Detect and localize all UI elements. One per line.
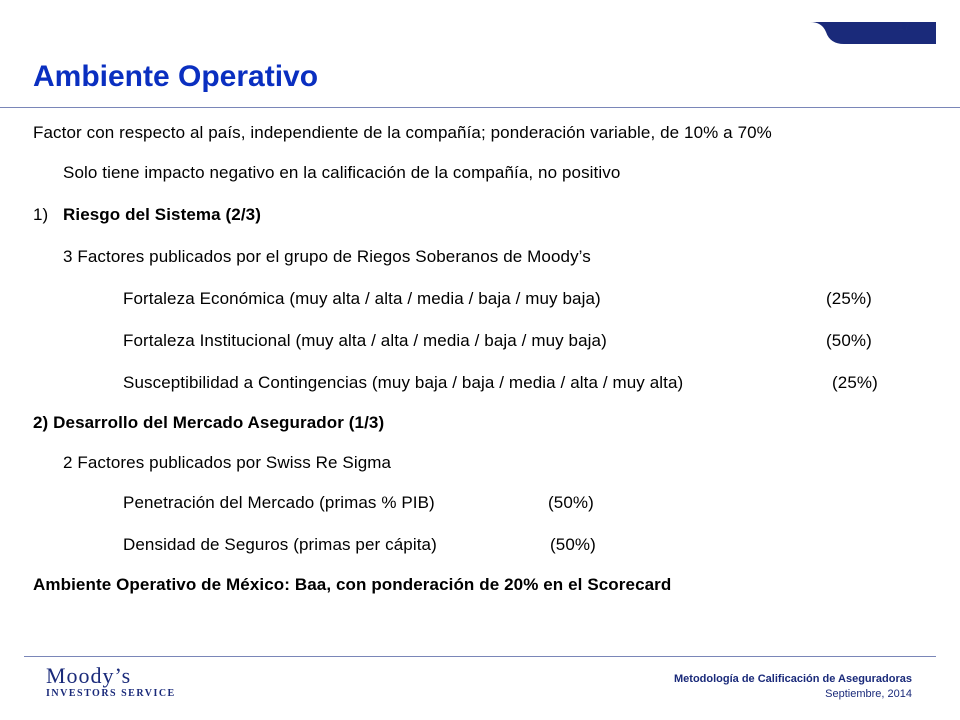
body-line-1: Factor con respecto al país, independiente de la compañía; ponderación variable, de 10% a 70% — [33, 123, 772, 142]
factor-weight-2: (50%) — [826, 331, 872, 350]
factor-weight-3: (25%) — [832, 373, 878, 392]
footer-date: Septiembre, 2014 — [825, 688, 912, 700]
factor-weight-1: (25%) — [826, 289, 872, 308]
factor-item-4: Penetración del Mercado (primas % PIB) — [123, 493, 435, 512]
factor-item-5: Densidad de Seguros (primas per cápita) — [123, 535, 437, 554]
factor-item-1: Fortaleza Económica (muy alta / alta / media / baja / muy baja) — [123, 289, 601, 308]
page-title: Ambiente Operativo — [33, 60, 319, 93]
logo-tagline: INVESTORS SERVICE — [46, 688, 176, 699]
page-number: 17 — [897, 21, 910, 33]
logo-wordmark: Moody’s — [46, 663, 132, 688]
body-line-2: Solo tiene impacto negativo en la calificación de la compañía, no positivo — [63, 163, 621, 182]
footer-info — [674, 672, 912, 702]
section-heading-1: Riesgo del Sistema (2/3) — [63, 205, 261, 224]
factor-item-2: Fortaleza Institucional (muy alta / alta / media / baja / muy baja) — [123, 331, 607, 350]
footer-divider — [24, 656, 936, 657]
section-heading-2: 2) Desarrollo del Mercado Asegurador (1/3) — [33, 413, 385, 432]
body-line-4: 3 Factores publicados por el grupo de Riegos Soberanos de Moody’s — [63, 247, 591, 266]
body-line-9: 2 Factores publicados por Swiss Re Sigma — [63, 453, 392, 472]
header-bar — [24, 22, 936, 44]
factor-weight-5: (50%) — [550, 535, 596, 554]
factor-item-3: Susceptibilidad a Contingencias (muy baja / baja / media / alta / muy alta) — [123, 373, 684, 392]
footer-doc-title: Metodología de Calificación de Aseguradoras — [674, 673, 912, 685]
title-divider — [0, 107, 960, 108]
factor-weight-4: (50%) — [548, 493, 594, 512]
conclusion-line: Ambiente Operativo de México: Baa, con ponderación de 20% en el Scorecard — [33, 575, 672, 594]
list-number-1: 1) — [33, 205, 49, 224]
moodys-logo — [46, 665, 176, 701]
